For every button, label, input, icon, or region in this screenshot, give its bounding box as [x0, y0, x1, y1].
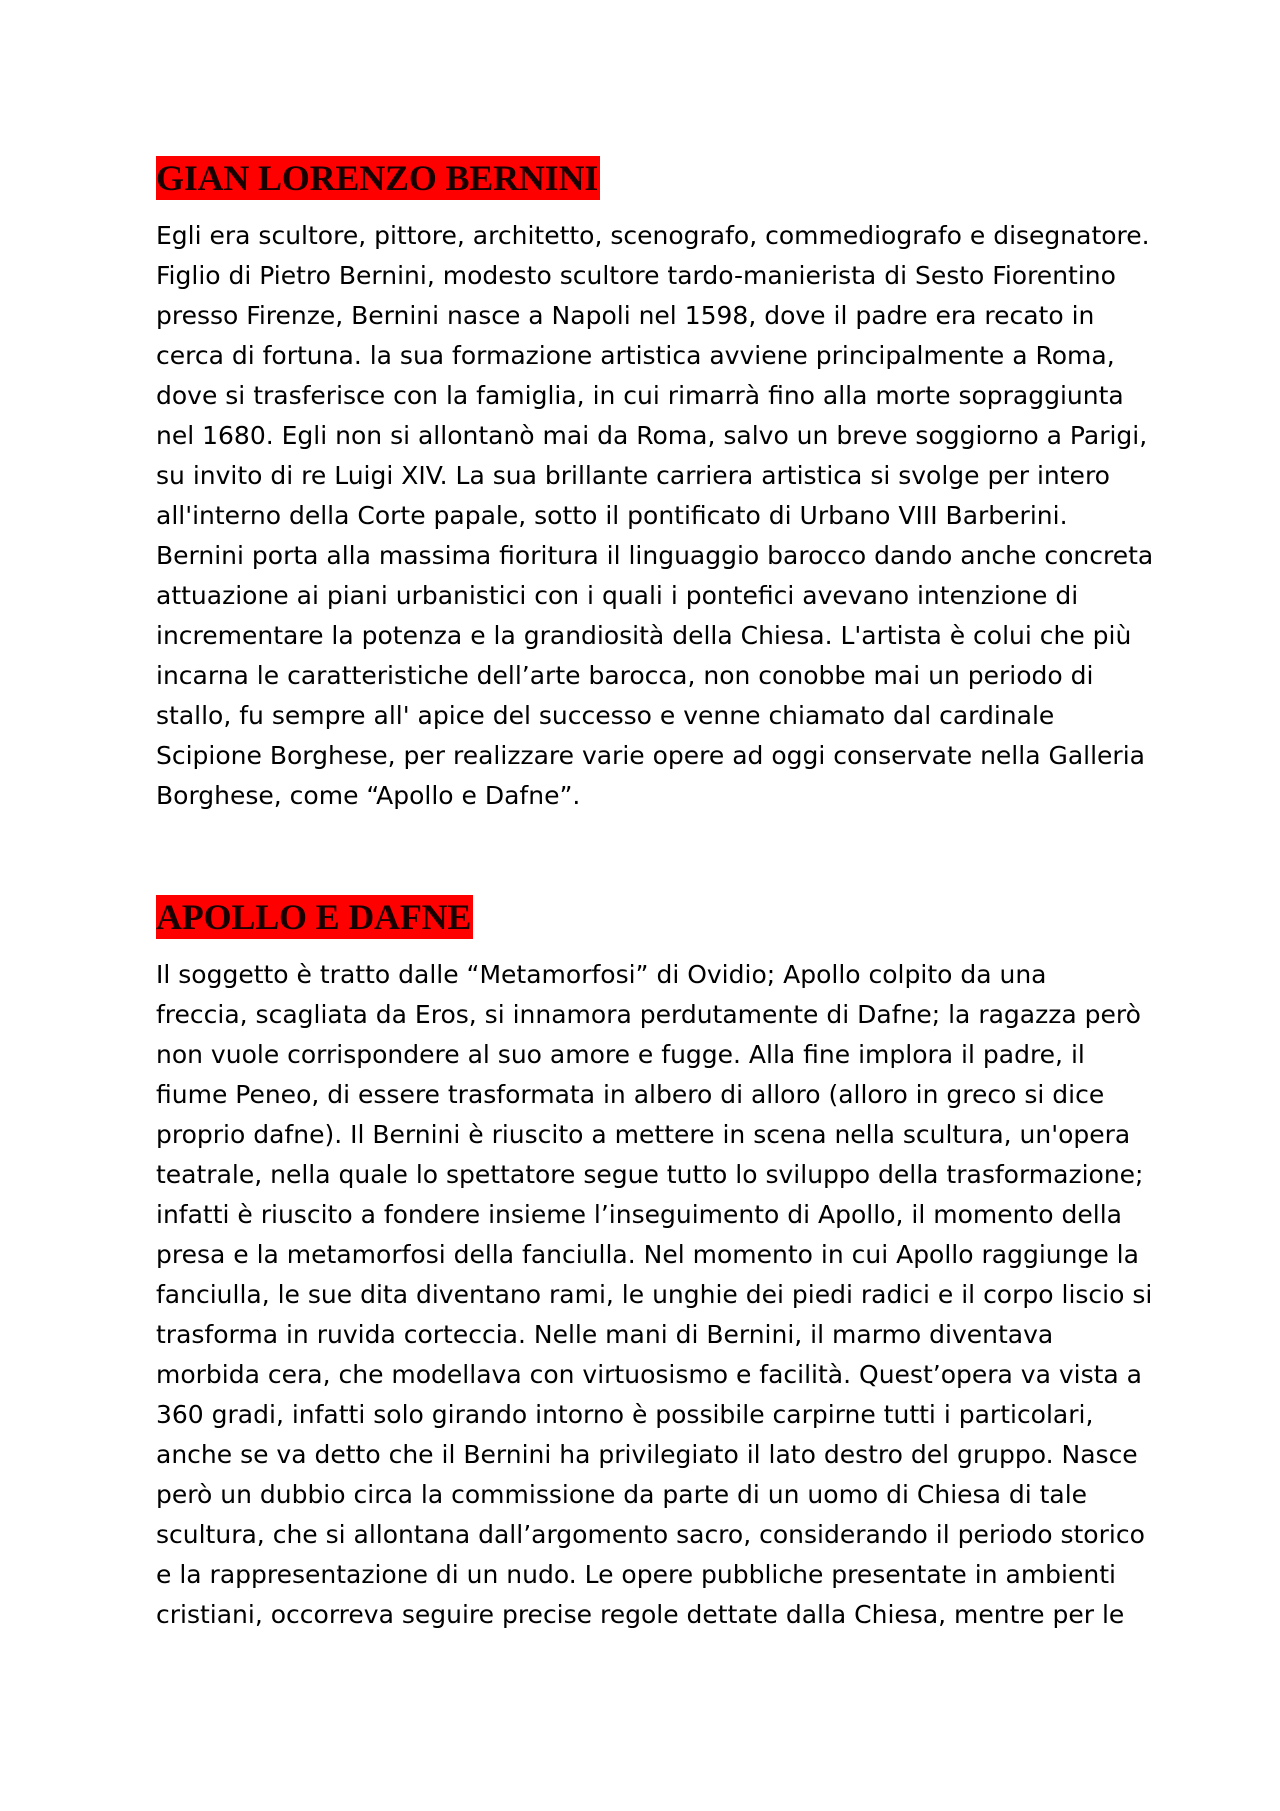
text-line: Bernini porta alla massima fioritura il linguaggio barocco dando anche concreta	[156, 541, 1154, 570]
text-line: scultura, che si allontana dall’argomento sacro, considerando il periodo storico	[156, 1520, 1145, 1549]
text-line: non vuole corrispondere al suo amore e fugge. Alla fine implora il padre, il	[156, 1040, 1085, 1069]
text-line: incarna le caratteristiche dell’arte barocca, non conobbe mai un periodo di	[156, 661, 1094, 690]
section-body-bernini	[156, 216, 1154, 816]
text-line: presso Firenze, Bernini nasce a Napoli nel 1598, dove il padre era recato in	[156, 301, 1095, 330]
section-apollo-dafne	[156, 895, 1153, 1635]
text-line: teatrale, nella quale lo spettatore segue tutto lo sviluppo della trasformazione;	[156, 1160, 1144, 1189]
section-heading-apollo-dafne: APOLLO E DAFNE	[156, 897, 472, 937]
text-line: fiume Peneo, di essere trasformata in albero di alloro (alloro in greco si dice	[156, 1080, 1105, 1109]
text-line: Egli era scultore, pittore, architetto, scenografo, commediografo e disegnatore.	[156, 221, 1150, 250]
text-line: Borghese, come “Apollo e Dafne”.	[156, 781, 581, 810]
text-line: proprio dafne). Il Bernini è riuscito a mettere in scena nella scultura, un'opera	[156, 1120, 1131, 1149]
text-line: trasforma in ruvida corteccia. Nelle mani di Bernini, il marmo diventava	[156, 1320, 1054, 1349]
text-line: su invito di re Luigi XIV. La sua brillante carriera artistica si svolge per intero	[156, 461, 1110, 490]
text-line: fanciulla, le sue dita diventano rami, le unghie dei piedi radici e il corpo liscio si	[156, 1280, 1153, 1309]
section-bernini	[156, 156, 1154, 816]
text-line: infatti è riuscito a fondere insieme l’inseguimento di Apollo, il momento della	[156, 1200, 1122, 1229]
text-line: 360 gradi, infatti solo girando intorno è possibile carpirne tutti i particolari,	[156, 1400, 1094, 1429]
text-line: all'interno della Corte papale, sotto il pontificato di Urbano VIII Barberini.	[156, 501, 1068, 530]
text-line: cerca di fortuna. la sua formazione artistica avviene principalmente a Roma,	[156, 341, 1115, 370]
text-line: cristiani, occorreva seguire precise regole dettate dalla Chiesa, mentre per le	[156, 1600, 1125, 1629]
text-line: Figlio di Pietro Bernini, modesto scultore tardo-manierista di Sesto Fiorentino	[156, 261, 1116, 290]
section-heading-bernini: GIAN LORENZO BERNINI	[156, 158, 599, 198]
text-line: dove si trasferisce con la famiglia, in cui rimarrà fino alla morte sopraggiunta	[156, 381, 1124, 410]
section-body-apollo-dafne	[156, 955, 1153, 1635]
text-line: attuazione ai piani urbanistici con i quali i pontefici avevano intenzione di	[156, 581, 1079, 610]
text-line: anche se va detto che il Bernini ha privilegiato il lato destro del gruppo. Nasce	[156, 1440, 1138, 1469]
text-line: morbida cera, che modellava con virtuosismo e facilità. Quest’opera va vista a	[156, 1360, 1142, 1389]
text-line: però un dubbio circa la commissione da parte di un uomo di Chiesa di tale	[156, 1480, 1088, 1509]
text-line: freccia, scagliata da Eros, si innamora perdutamente di Dafne; la ragazza però	[156, 1000, 1141, 1029]
text-line: incrementare la potenza e la grandiosità della Chiesa. L'artista è colui che più	[156, 621, 1132, 650]
text-line: Il soggetto è tratto dalle “Metamorfosi” di Ovidio; Apollo colpito da una	[156, 960, 1047, 989]
text-line: Scipione Borghese, per realizzare varie opere ad oggi conservate nella Galleria	[156, 741, 1145, 770]
text-line: presa e la metamorfosi della fanciulla. Nel momento in cui Apollo raggiunge la	[156, 1240, 1139, 1269]
text-line: e la rappresentazione di un nudo. Le opere pubbliche presentate in ambienti	[156, 1560, 1116, 1589]
text-line: nel 1680. Egli non si allontanò mai da Roma, salvo un breve soggiorno a Parigi,	[156, 421, 1148, 450]
text-line: stallo, fu sempre all' apice del successo e venne chiamato dal cardinale	[156, 701, 1055, 730]
